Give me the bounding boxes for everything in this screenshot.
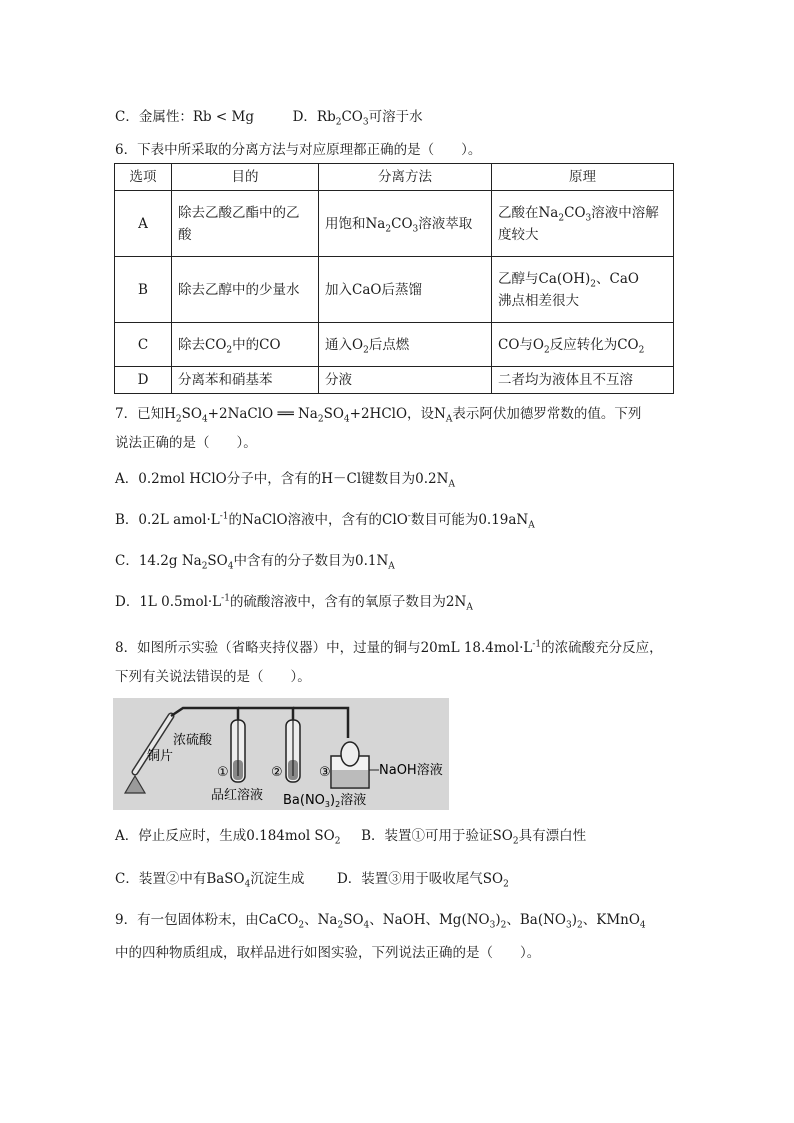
label-barium-nitrate-solution: $Ba(NO_3)_2$溶液 [283,793,367,809]
table-header: 原理 [492,164,674,191]
table-header: 分离方法 [319,164,492,191]
q8-stem-line1: 8．如图所示实验（省略夹持仪器）中，过量的铜与20mL $18.4mol\cdot L^{-1}$的浓硫酸充分反应， [115,639,663,656]
q8-option-c: C．装置②中有BaSO$_4$沉淀生成 [115,871,305,890]
table-cell-option: C [115,323,172,367]
q8-option-b: B．装置①可用于验证$SO_2$具有漂白性 [361,828,587,847]
q9-stem-line2: 中的四种物质组成，取样品进行如图实验，下列说法正确的是（ ）。 [115,945,541,961]
label-pinhong-solution: 品红溶液 [211,788,264,803]
connecting-tube [171,708,238,720]
table-cell-principle: 乙醇与$Ca(OH)_2$、CaO 沸点相差很大 [492,257,674,323]
table-header-row [115,164,674,191]
label-concentrated-sulfuric-acid: 浓硫酸 [173,733,213,748]
q8-options-ab [115,826,586,846]
label-1: ① [217,765,229,780]
table-cell-option: B [115,257,172,323]
q7-option-d: D．1L $0.5mol\cdot L^{-1}$的硫酸溶液中，含有的氧原子数目为$2N_A$ [115,593,473,613]
table-row [115,367,674,394]
separation-table [114,163,674,394]
q6-stem: 6．下表中所采取的分离方法与对应原理都正确的是（ ）。 [115,142,482,158]
table-cell-purpose: 除去$CO_2$中的CO [172,323,319,367]
apparatus-diagram [113,698,449,810]
label-2: ② [271,765,283,780]
table-row [115,191,674,257]
q8-stem-line2: 下列有关说法错误的是（ ）。 [115,669,311,685]
q7-stem-line1: 7．已知$H_2SO_4+2NaClO$ ══ $Na_2SO_4+2HClO$，设$N_A$表示阿伏加德罗常数的值。下列 [115,406,642,425]
table-cell-option: D [115,367,172,394]
q5-options [115,107,423,127]
table-cell-method: 通入$O_2$后点燃 [319,323,492,367]
label-naoh-solution: NaOH溶液 [379,763,443,778]
label-3: ③ [319,765,331,780]
table-cell-purpose: 除去乙酸乙酯中的乙 酸 [172,191,319,257]
apparatus-figure [113,698,449,810]
table-header: 选项 [115,164,172,191]
q7-option-a: A．0.2mol HClO分子中，含有的H－Cl键数目为$0.2N_A$ [115,471,455,490]
q5-option-c: C．金属性：Rb < Mg [115,109,254,125]
table-header: 目的 [172,164,319,191]
funnel-icon [341,742,359,766]
q5-option-d: D．$Rb_2CO_3$可溶于水 [292,109,423,128]
table-cell-purpose: 分离苯和硝基苯 [172,367,319,394]
q9-stem-line1: 9．有一包固体粉末，由CaCO$_2$、$Na_2SO_4$、NaOH、$Mg(NO_3)_2$、$Ba(NO_3)_2$、KMnO$_4$ [115,912,646,931]
q7-option-b: B．0.2L $amol\cdot L^{-1}$的NaClO溶液中，含有的ClO-数目可能为$0.19aN_A$ [115,511,535,531]
table-cell-method: 用饱和$Na_2CO_3$溶液萃取 [319,191,492,257]
table-row [115,257,674,323]
table-row [115,323,674,367]
q7-stem-line2: 说法正确的是（ ）。 [115,435,257,451]
table-cell-method: 分液 [319,367,492,394]
label-copper: 铜片 [147,749,174,764]
table-cell-option: A [115,191,172,257]
burner-icon [125,776,145,793]
q8-option-a: A．停止反应时，生成0.184mol $SO_2$ [115,828,341,847]
table-cell-purpose: 除去乙醇中的少量水 [172,257,319,323]
table-cell-principle: 二者均为液体且不互溶 [492,367,674,394]
table-cell-principle: 乙酸在$Na_2CO_3$溶液中溶解 度较大 [492,191,674,257]
table-cell-method: 加入CaO后蒸馏 [319,257,492,323]
q8-option-d: D．装置③用于吸收尾气$SO_2$ [336,871,509,890]
table-cell-principle: CO与$O_2$反应转化为$CO_2$ [492,323,674,367]
q7-option-c: C．14.2g $Na_2SO_4$中含有的分子数目为$0.1N_A$ [115,553,395,572]
q8-options-cd [115,869,509,889]
